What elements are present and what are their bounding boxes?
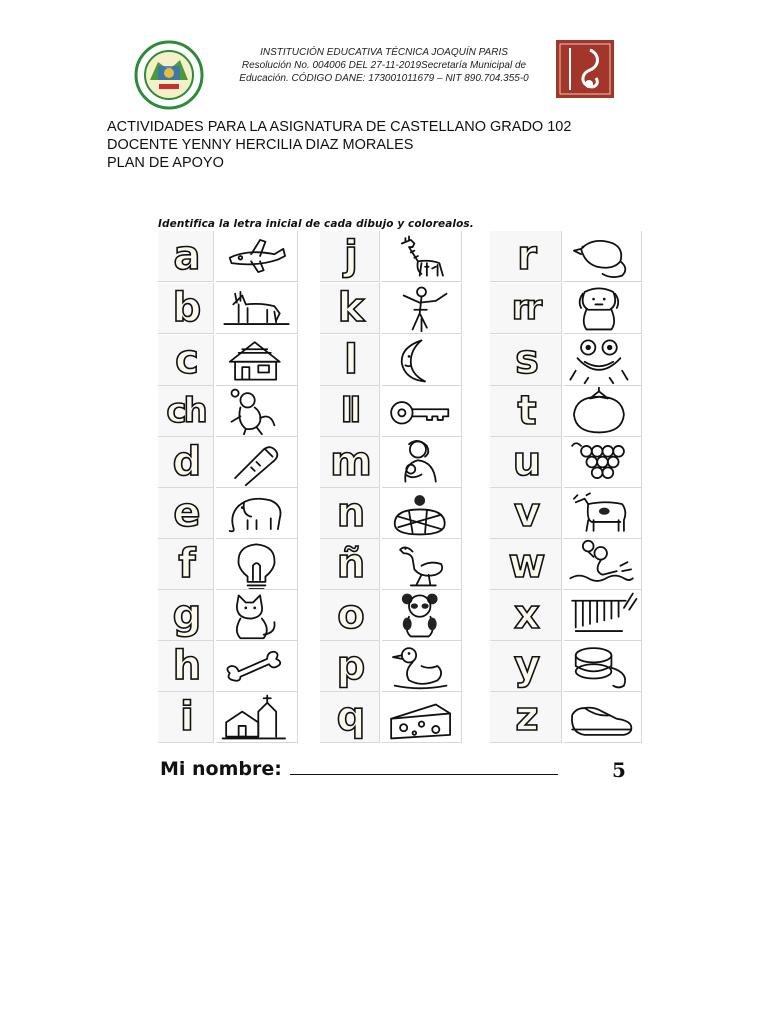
letter-ch: ch	[158, 386, 214, 437]
letter-rr: rr	[490, 283, 562, 334]
letter-l: l	[320, 335, 380, 386]
letter-y: y	[490, 641, 562, 692]
rhea-picture	[382, 539, 462, 590]
letter-k: k	[320, 283, 380, 334]
mother-picture	[382, 437, 462, 488]
letter-s: s	[490, 335, 562, 386]
key-picture	[382, 386, 462, 437]
monkey-picture	[216, 386, 298, 437]
letter-r: r	[490, 231, 562, 282]
donkey-picture	[216, 283, 298, 334]
document-heading	[107, 118, 571, 172]
shoe-picture	[564, 692, 642, 743]
letter-g: g	[158, 590, 214, 641]
school-crest-logo	[132, 40, 206, 110]
xylophone-picture	[564, 590, 642, 641]
letter-d: d	[158, 437, 214, 488]
institution-name: INSTITUCIÓN EDUCATIVA TÉCNICA JOAQUÍN PARIS	[260, 47, 508, 58]
finger-picture	[216, 437, 298, 488]
water-polo-picture	[564, 539, 642, 590]
student-name-field[interactable]	[160, 758, 558, 780]
bear-picture	[382, 590, 462, 641]
house-picture	[216, 335, 298, 386]
letter-t: t	[490, 386, 562, 437]
page-number: 5	[612, 758, 626, 782]
subject-title: ACTIVIDADES PARA LA ASIGNATURA DE CASTELLANO GRADO 102	[107, 119, 572, 135]
teacher-name: DOCENTE YENNY HERCILIA DIAZ MORALES	[107, 137, 414, 153]
airplane-picture	[216, 231, 298, 282]
letter-i: i	[158, 692, 214, 743]
letter-o: o	[320, 590, 380, 641]
letter-u: u	[490, 437, 562, 488]
cow-picture	[564, 488, 642, 539]
karate-picture	[382, 283, 462, 334]
letter-n: n	[320, 488, 380, 539]
institution-header	[222, 46, 546, 85]
plan-label: PLAN DE APOYO	[107, 155, 224, 171]
letter-w: w	[490, 539, 562, 590]
letter-j: j	[320, 231, 380, 282]
duck-picture	[382, 641, 462, 692]
letter-z: z	[490, 692, 562, 743]
letter-ñ: ñ	[320, 539, 380, 590]
bone-picture	[216, 641, 298, 692]
giraffe-picture	[382, 231, 462, 282]
letter-x: x	[490, 590, 562, 641]
letter-ll: ll	[320, 386, 380, 437]
letter-c: c	[158, 335, 214, 386]
cheese-picture	[382, 692, 462, 743]
tomato-picture	[564, 386, 642, 437]
nest-picture	[382, 488, 462, 539]
cat-picture	[216, 590, 298, 641]
music-school-logo	[556, 40, 614, 98]
letter-b: b	[158, 283, 214, 334]
name-blank-line[interactable]	[290, 760, 558, 775]
letter-a: a	[158, 231, 214, 282]
grapes-picture	[564, 437, 642, 488]
letter-h: h	[158, 641, 214, 692]
frog-picture	[564, 335, 642, 386]
letter-p: p	[320, 641, 380, 692]
letter-q: q	[320, 692, 380, 743]
light-bulb-picture	[216, 539, 298, 590]
worksheet-instruction: Identifica la letra inicial de cada dibujo y colorealos.	[158, 218, 474, 230]
letter-e: e	[158, 488, 214, 539]
alphabet-grid	[158, 231, 638, 745]
rat-picture	[564, 231, 642, 282]
dog-picture	[564, 283, 642, 334]
letter-v: v	[490, 488, 562, 539]
moon-picture	[382, 335, 462, 386]
letter-f: f	[158, 539, 214, 590]
church-picture	[216, 692, 298, 743]
name-label: Mi nombre:	[160, 758, 282, 780]
dane-line: Educación. CÓDIGO DANE: 173001011679 – NIT 890.704.355-0	[239, 73, 529, 84]
yo-yo-picture	[564, 641, 642, 692]
elephant-picture	[216, 488, 298, 539]
resolution-line: Resolución No. 004006 DEL 27-11-2019Secretaría Municipal de	[241, 60, 527, 71]
letter-m: m	[320, 437, 380, 488]
